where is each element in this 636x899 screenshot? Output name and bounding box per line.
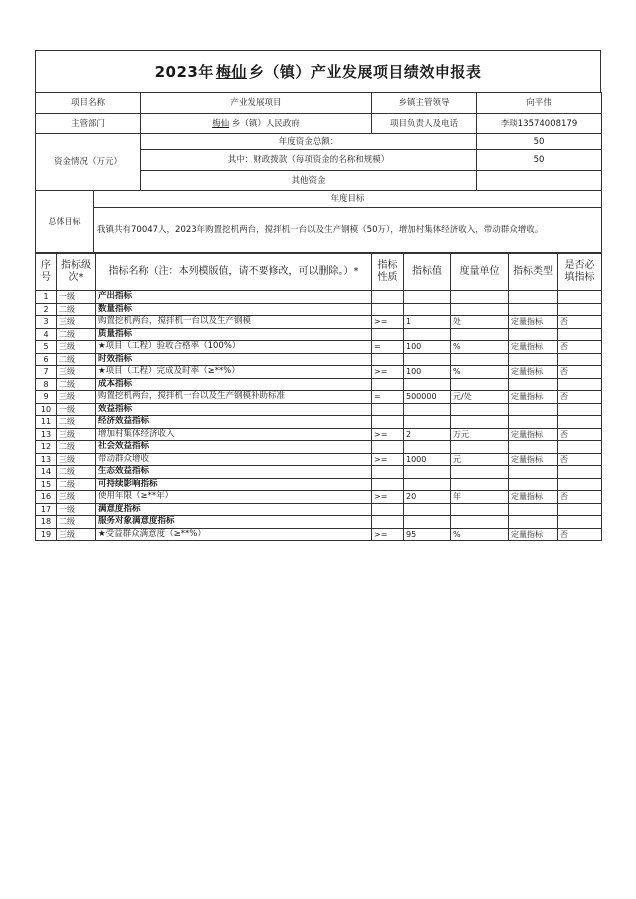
cell-unit [451, 503, 509, 516]
table-row [36, 403, 602, 416]
table-row [36, 416, 602, 429]
cell-name: ★项目（工程）验收合格率（100%） [96, 341, 372, 354]
cell-unit: 万元 [451, 428, 509, 441]
cell-seq: 16 [36, 491, 57, 504]
cell-seq: 2 [36, 303, 57, 316]
cell-name: ★受益群众满意度（≥**%） [96, 528, 372, 541]
cell-nature [372, 478, 404, 491]
cell-nature [372, 441, 404, 454]
dept-town: 梅仙 [212, 118, 230, 129]
cell-type [509, 466, 558, 479]
cell-value [404, 516, 451, 529]
cell-required [558, 478, 602, 491]
cell-type: 定量指标 [509, 391, 558, 404]
cell-seq: 6 [36, 353, 57, 366]
cell-type [509, 328, 558, 341]
cell-type: 定量指标 [509, 491, 558, 504]
cell-nature [372, 516, 404, 529]
cell-required [558, 466, 602, 479]
project-name-value: 产业发展项目 [141, 93, 372, 114]
cell-seq: 7 [36, 366, 57, 379]
header-required: 是否必填指标 [558, 254, 602, 291]
table-row [36, 466, 602, 479]
cell-nature: >= [372, 491, 404, 504]
cell-type [509, 516, 558, 529]
funds-other-label: 其他资金 [141, 171, 477, 191]
cell-value [404, 353, 451, 366]
cell-seq: 15 [36, 478, 57, 491]
cell-required [558, 303, 602, 316]
cell-seq: 5 [36, 341, 57, 354]
cell-value [404, 291, 451, 304]
table-row [36, 291, 602, 304]
cell-name: 经济效益指标 [96, 416, 372, 429]
title-town: 梅仙 [215, 63, 247, 81]
cell-required [558, 291, 602, 304]
cell-name: 效益指标 [96, 403, 372, 416]
cell-value [404, 378, 451, 391]
cell-seq: 11 [36, 416, 57, 429]
dept-label: 主管部门 [36, 114, 141, 134]
table-row [36, 353, 602, 366]
cell-type: 定量指标 [509, 428, 558, 441]
cell-nature [372, 328, 404, 341]
cell-value [404, 403, 451, 416]
cell-level: 三级 [57, 366, 96, 379]
table-row [36, 503, 602, 516]
cell-required [558, 353, 602, 366]
cell-type [509, 353, 558, 366]
cell-unit [451, 303, 509, 316]
header-value: 指标值 [404, 254, 451, 291]
performance-form [35, 50, 601, 541]
cell-name: 数量指标 [96, 303, 372, 316]
cell-required: 否 [558, 366, 602, 379]
cell-nature: >= [372, 453, 404, 466]
table-row [36, 441, 602, 454]
cell-seq: 13 [36, 453, 57, 466]
table-row [36, 316, 602, 329]
cell-name: 满意度指标 [96, 503, 372, 516]
cell-required: 否 [558, 316, 602, 329]
cell-seq: 8 [36, 378, 57, 391]
funds-label: 资金情况（万元） [36, 134, 141, 191]
table-row [36, 453, 602, 466]
cell-seq: 3 [36, 316, 57, 329]
cell-nature: = [372, 341, 404, 354]
cell-type: 定量指标 [509, 316, 558, 329]
cell-level: 三级 [57, 491, 96, 504]
cell-type: 定量指标 [509, 528, 558, 541]
cell-required [558, 403, 602, 416]
cell-nature: >= [372, 428, 404, 441]
cell-unit [451, 403, 509, 416]
cell-nature [372, 303, 404, 316]
cell-unit: % [451, 341, 509, 354]
cell-level: 二级 [57, 441, 96, 454]
cell-value: 1000 [404, 453, 451, 466]
cell-name: 购置挖机两台，搅拌机一台以及生产钢模 [96, 316, 372, 329]
title-rest: 乡（镇）产业发展项目绩效申报表 [248, 63, 482, 81]
cell-nature: >= [372, 528, 404, 541]
cell-nature [372, 503, 404, 516]
header-unit: 度量单位 [451, 254, 509, 291]
cell-level: 二级 [57, 303, 96, 316]
indicator-rows [36, 291, 602, 541]
cell-value: 2 [404, 428, 451, 441]
cell-seq: 14 [36, 466, 57, 479]
cell-unit [451, 416, 509, 429]
cell-required: 否 [558, 391, 602, 404]
leader-value: 向平伟 [477, 93, 602, 114]
cell-unit [451, 466, 509, 479]
cell-level: 三级 [57, 528, 96, 541]
cell-unit [451, 378, 509, 391]
title-year: 2023年 [154, 63, 214, 81]
cell-required: 否 [558, 453, 602, 466]
header-type: 指标类型 [509, 254, 558, 291]
cell-seq: 18 [36, 516, 57, 529]
cell-name: 成本指标 [96, 378, 372, 391]
info-table [35, 92, 602, 253]
table-row [36, 391, 602, 404]
cell-name: 质量指标 [96, 328, 372, 341]
cell-value [404, 503, 451, 516]
dept-rest: 乡（镇）人民政府 [231, 118, 300, 129]
cell-name: 使用年限（≥**年） [96, 491, 372, 504]
table-row [36, 516, 602, 529]
cell-name: 服务对象满意度指标 [96, 516, 372, 529]
dept-value [141, 114, 372, 134]
form-title [35, 50, 601, 92]
cell-value: 20 [404, 491, 451, 504]
cell-seq: 19 [36, 528, 57, 541]
cell-name: 生态效益指标 [96, 466, 372, 479]
cell-level: 二级 [57, 516, 96, 529]
funds-total-value: 50 [477, 134, 602, 150]
table-row [36, 341, 602, 354]
cell-name: 产出指标 [96, 291, 372, 304]
cell-unit: 元 [451, 453, 509, 466]
cell-seq: 4 [36, 328, 57, 341]
leader-label: 乡镇主管领导 [372, 93, 477, 114]
cell-unit [451, 353, 509, 366]
cell-value: 95 [404, 528, 451, 541]
cell-value: 100 [404, 366, 451, 379]
cell-type [509, 441, 558, 454]
cell-name: 带动群众增收 [96, 453, 372, 466]
cell-value: 500000 [404, 391, 451, 404]
cell-level: 二级 [57, 353, 96, 366]
cell-level: 三级 [57, 391, 96, 404]
table-row [36, 478, 602, 491]
cell-unit [451, 516, 509, 529]
cell-unit: 元/处 [451, 391, 509, 404]
cell-unit [451, 441, 509, 454]
cell-level: 二级 [57, 466, 96, 479]
cell-level: 三级 [57, 316, 96, 329]
cell-unit [451, 478, 509, 491]
cell-unit: % [451, 366, 509, 379]
cell-level: 三级 [57, 453, 96, 466]
cell-type: 定量指标 [509, 453, 558, 466]
cell-type [509, 503, 558, 516]
cell-nature: >= [372, 316, 404, 329]
cell-level: 一级 [57, 291, 96, 304]
header-level: 指标级次* [57, 254, 96, 291]
cell-level: 二级 [57, 328, 96, 341]
cell-required [558, 441, 602, 454]
header-nature: 指标性质 [372, 254, 404, 291]
cell-required: 否 [558, 341, 602, 354]
cell-value [404, 441, 451, 454]
cell-nature [372, 466, 404, 479]
table-row [36, 428, 602, 441]
cell-required: 否 [558, 428, 602, 441]
header-seq: 序号 [36, 254, 57, 291]
cell-nature [372, 353, 404, 366]
cell-unit: % [451, 528, 509, 541]
table-row [36, 328, 602, 341]
project-name-label: 项目名称 [36, 93, 141, 114]
cell-seq: 17 [36, 503, 57, 516]
cell-type [509, 303, 558, 316]
cell-nature: = [372, 391, 404, 404]
cell-required: 否 [558, 528, 602, 541]
cell-required: 否 [558, 491, 602, 504]
cell-level: 二级 [57, 378, 96, 391]
table-row [36, 528, 602, 541]
cell-type [509, 416, 558, 429]
cell-name: 社会效益指标 [96, 441, 372, 454]
cell-value [404, 416, 451, 429]
cell-type [509, 291, 558, 304]
table-row [36, 491, 602, 504]
cell-nature [372, 378, 404, 391]
cell-unit: 处 [451, 316, 509, 329]
cell-level: 二级 [57, 478, 96, 491]
cell-nature: >= [372, 366, 404, 379]
cell-nature [372, 403, 404, 416]
contact-label: 项目负责人及电话 [372, 114, 477, 134]
goal-text: 我镇共有70047人，2023年购置挖机两台，搅拌机一台以及生产钢模（50万），增加村集体经济收入，带动群众增收。 [94, 208, 602, 253]
cell-level: 三级 [57, 428, 96, 441]
cell-required [558, 378, 602, 391]
cell-level: 一级 [57, 503, 96, 516]
funds-other-value [477, 171, 602, 191]
cell-seq: 9 [36, 391, 57, 404]
cell-value [404, 303, 451, 316]
cell-nature [372, 291, 404, 304]
table-row [36, 378, 602, 391]
cell-seq: 13 [36, 428, 57, 441]
cell-unit [451, 291, 509, 304]
cell-value [404, 328, 451, 341]
cell-unit [451, 328, 509, 341]
cell-seq: 12 [36, 441, 57, 454]
cell-value [404, 466, 451, 479]
cell-value: 100 [404, 341, 451, 354]
cell-value: 1 [404, 316, 451, 329]
funds-fiscal-label: 其中：财政拨款（每项资金的名称和规模） [141, 150, 477, 171]
goal-label: 总体目标 [36, 191, 94, 253]
goal-header: 年度目标 [94, 191, 602, 208]
contact-value: 李琰13574008179 [477, 114, 602, 134]
cell-required [558, 516, 602, 529]
cell-type [509, 403, 558, 416]
cell-name: 增加村集体经济收入 [96, 428, 372, 441]
cell-name: 购置挖机两台，搅拌机一台以及生产钢模补助标准 [96, 391, 372, 404]
cell-required [558, 416, 602, 429]
funds-fiscal-value: 50 [477, 150, 602, 171]
cell-required [558, 328, 602, 341]
cell-seq: 10 [36, 403, 57, 416]
cell-nature [372, 416, 404, 429]
header-name: 指标名称（注：本列模版值，请不要修改，可以删除。）* [96, 254, 372, 291]
cell-name: 可持续影响指标 [96, 478, 372, 491]
table-row [36, 303, 602, 316]
funds-total-label: 年度资金总额： [141, 134, 477, 150]
cell-name: 时效指标 [96, 353, 372, 366]
cell-type: 定量指标 [509, 366, 558, 379]
cell-unit: 年 [451, 491, 509, 504]
cell-type [509, 378, 558, 391]
cell-level: 二级 [57, 416, 96, 429]
cell-name: ★项目（工程）完成及时率（≥**%） [96, 366, 372, 379]
cell-type [509, 478, 558, 491]
indicator-table [35, 253, 602, 541]
cell-type: 定量指标 [509, 341, 558, 354]
table-row [36, 366, 602, 379]
cell-seq: 1 [36, 291, 57, 304]
cell-value [404, 478, 451, 491]
cell-required [558, 503, 602, 516]
cell-level: 一级 [57, 403, 96, 416]
cell-level: 三级 [57, 341, 96, 354]
